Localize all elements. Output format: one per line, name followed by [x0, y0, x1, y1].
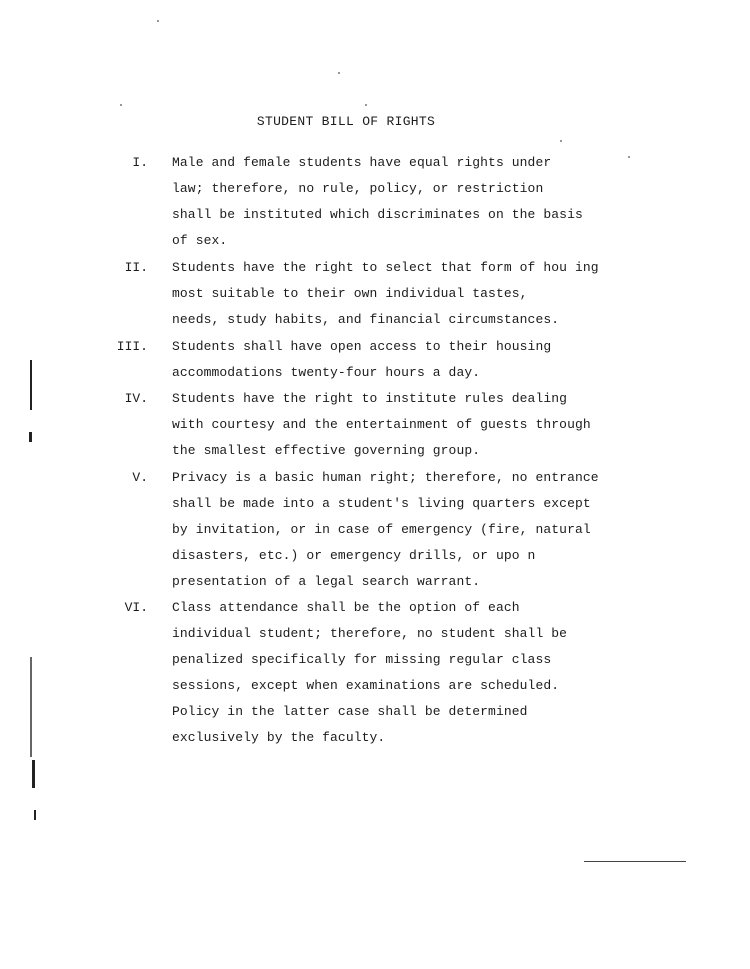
article-numeral: I.	[132, 155, 148, 170]
scan-speck	[157, 20, 159, 22]
text-line: by invitation, or in case of emergency (fire, natural	[172, 522, 591, 537]
text-line: Students have the right to institute rules dealing	[172, 391, 568, 406]
article-text	[172, 465, 732, 595]
scan-mark	[34, 810, 36, 820]
document-title: STUDENT BILL OF RIGHTS	[256, 114, 436, 129]
article-text	[172, 255, 732, 333]
text-line: of sex.	[172, 233, 228, 248]
scan-speck	[628, 156, 630, 158]
text-line: Male and female students have equal rights under	[172, 155, 552, 170]
article-text	[172, 334, 732, 386]
text-line: accommodations twenty-four hours a day.	[172, 365, 481, 380]
text-line: Class attendance shall be the option of each	[172, 600, 520, 615]
text-line: most suitable to their own individual tastes,	[172, 286, 528, 301]
article-numeral: IV.	[124, 391, 148, 406]
scan-mark	[29, 432, 32, 442]
text-line: with courtesy and the entertainment of guests through	[172, 417, 591, 432]
text-line: shall be instituted which discriminates on the basis	[172, 207, 583, 222]
scan-mark	[32, 760, 35, 788]
scan-speck	[560, 140, 562, 142]
article-text	[172, 595, 732, 751]
text-line: Students have the right to select that form of hou ing	[172, 260, 599, 275]
text-line: Privacy is a basic human right; therefore, no entrance	[172, 470, 599, 485]
text-line: exclusively by the faculty.	[172, 730, 386, 745]
text-line: needs, study habits, and financial circumstances.	[172, 312, 560, 327]
text-line: Students shall have open access to their housing	[172, 339, 552, 354]
text-line: the smallest effective governing group.	[172, 443, 481, 458]
text-line: individual student; therefore, no student shall be	[172, 626, 568, 641]
scan-mark	[30, 657, 32, 757]
scan-speck	[120, 104, 122, 106]
scan-speck	[338, 72, 340, 74]
text-line: Policy in the latter case shall be determined	[172, 704, 528, 719]
scan-mark	[30, 360, 32, 410]
article-text	[172, 386, 732, 464]
footer-rule	[584, 861, 686, 862]
text-line: presentation of a legal search warrant.	[172, 574, 481, 589]
article-numeral: III.	[116, 339, 148, 354]
article-numeral: V.	[132, 470, 148, 485]
scan-speck	[365, 104, 367, 106]
text-line: law; therefore, no rule, policy, or restriction	[172, 181, 544, 196]
text-line: disasters, etc.) or emergency drills, or upo n	[172, 548, 536, 563]
text-line: shall be made into a student's living quarters except	[172, 496, 591, 511]
article-numeral: VI.	[124, 600, 148, 615]
text-line: sessions, except when examinations are scheduled.	[172, 678, 560, 693]
article-text	[172, 150, 732, 254]
text-line: penalized specifically for missing regular class	[172, 652, 552, 667]
article-numeral: II.	[124, 260, 148, 275]
